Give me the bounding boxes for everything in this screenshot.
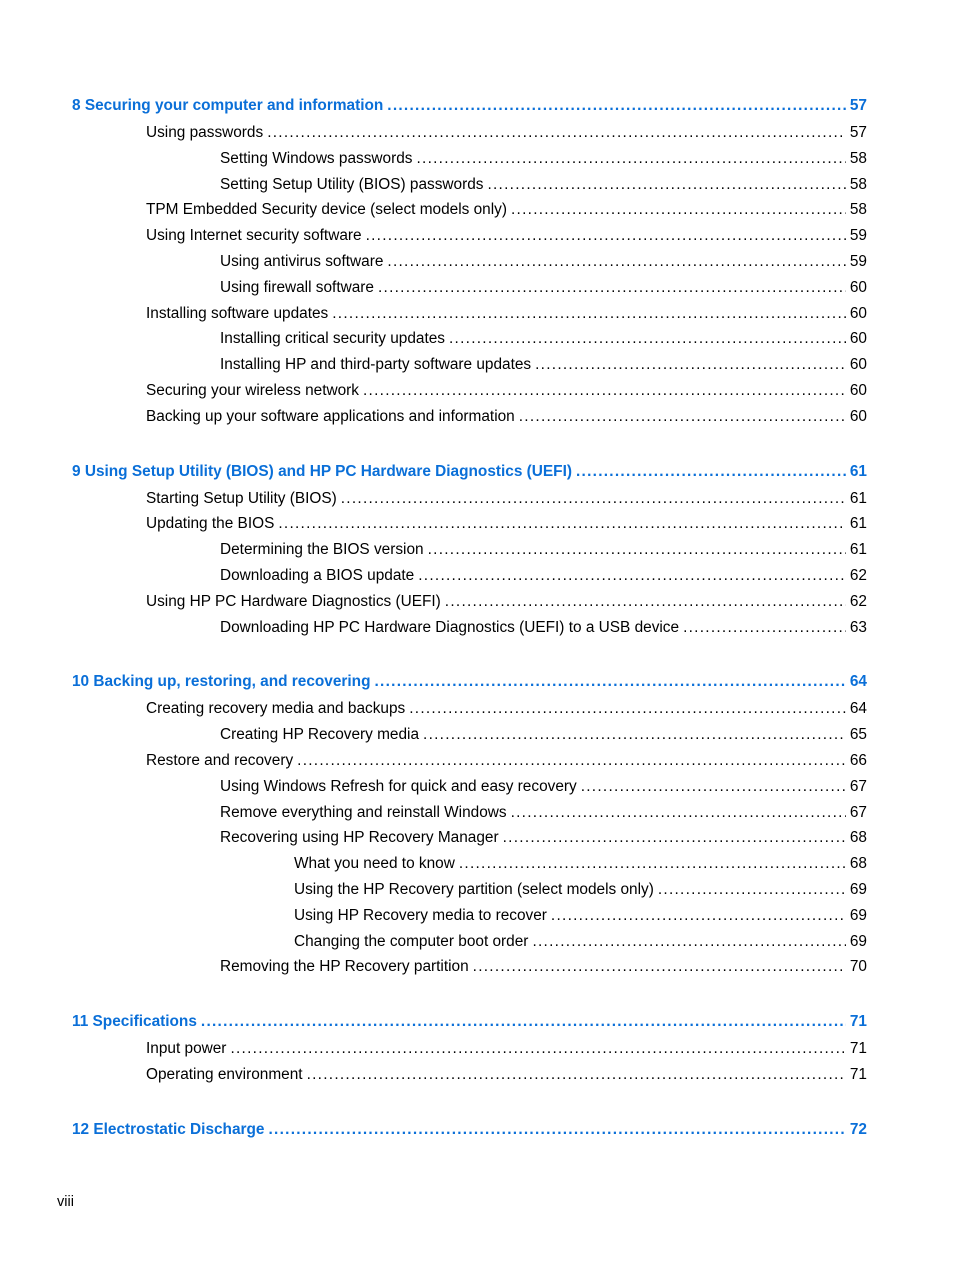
dot-leader [297,751,846,771]
toc-entry[interactable] [146,699,867,719]
toc-entry[interactable] [146,514,867,534]
toc-entry-title: Creating recovery media and backups [146,700,406,718]
toc-entry-title: Securing your wireless network [146,382,359,399]
toc-entry-page: 60 [849,278,867,296]
toc-entry-title: Using passwords [146,124,264,141]
toc-entry-title: Starting Setup Utility (BIOS) [146,489,337,507]
dot-leader [511,803,846,823]
toc-entry[interactable] [220,725,867,745]
dot-leader [428,540,846,560]
toc-entry-title: Remove everything and reinstall Windows [220,803,507,821]
toc-entry-page: 64 [849,673,867,691]
dot-leader [551,906,846,926]
toc-entry-page: 61 [849,541,867,559]
toc-entry-page: 69 [849,932,867,950]
toc-entry[interactable] [146,489,867,509]
toc-entry[interactable] [220,803,867,823]
dot-leader [409,699,846,719]
toc-entry[interactable] [146,592,867,612]
toc-entry-title: 12 Electrostatic Discharge [72,1120,265,1138]
toc-entry-page: 62 [849,592,867,610]
toc-entry-title: Setting Windows passwords [220,149,413,167]
dot-leader [423,725,846,745]
toc-entry-page: 70 [849,958,867,976]
toc-entry-page: 67 [849,803,867,821]
toc-entry-page: 72 [849,1120,867,1138]
toc-entry-page: 67 [849,777,867,795]
dot-leader [487,175,845,195]
dot-leader [387,96,846,116]
toc-entry-title: Using antivirus software [220,253,384,270]
toc-entry[interactable] [220,540,867,560]
toc-entry-title: Input power [146,1040,227,1058]
toc-entry-title: 11 Specifications [72,1013,197,1031]
toc-entry[interactable] [220,828,867,848]
toc-chapter-entry[interactable] [72,672,867,692]
dot-leader [416,149,845,169]
toc-entry-page: 60 [849,304,867,322]
toc-entry-page: 71 [849,1040,867,1058]
toc-entry[interactable] [146,304,867,324]
toc-entry-title: TPM Embedded Security device (select models only) [146,201,507,219]
toc-entry-title: Using the HP Recovery partition (select models only) [294,881,654,898]
toc-entry[interactable] [220,149,867,169]
dot-leader [363,381,846,401]
dot-leader [375,672,846,692]
toc-entry-page: 69 [849,881,867,898]
toc-entry-page: 61 [849,489,867,507]
toc-entry[interactable] [146,751,867,771]
toc-entry-page: 68 [849,855,867,873]
toc-chapter-entry[interactable] [72,1012,867,1032]
toc-entry[interactable] [146,1065,867,1085]
dot-leader [418,566,846,586]
toc-entry[interactable] [220,175,867,195]
toc-entry-page: 61 [849,462,867,480]
toc-entry-title: Downloading a BIOS update [220,567,415,584]
toc-entry-title: Using Windows Refresh for quick and easy recovery [220,777,577,795]
toc-entry-page: 58 [849,201,867,219]
toc-entry-title: Updating the BIOS [146,515,275,533]
toc-entry-title: Installing critical security updates [220,330,445,348]
toc-entry[interactable] [146,200,867,220]
dot-leader [683,618,846,638]
toc-entry-page: 66 [849,752,867,769]
toc-entry[interactable] [294,880,867,900]
toc-entry[interactable] [220,566,867,586]
dot-leader [267,123,846,143]
toc-entry[interactable] [220,252,867,272]
toc-entry[interactable] [294,854,867,874]
dot-leader [581,777,846,797]
toc-entry[interactable] [220,329,867,349]
toc-entry-page: 57 [849,97,867,114]
toc-entry[interactable] [220,618,867,638]
dot-leader [278,514,846,534]
toc-entry[interactable] [294,932,867,952]
toc-entry[interactable] [146,123,867,143]
toc-entry-title: Using HP Recovery media to recover [294,906,547,924]
toc-entry-title: Restore and recovery [146,752,294,769]
toc-entry-page: 60 [849,407,867,425]
toc-entry-title: Recovering using HP Recovery Manager [220,829,499,847]
toc-entry-page: 60 [849,382,867,399]
dot-leader [576,462,846,482]
toc-entry-title: Using HP PC Hardware Diagnostics (UEFI) [146,592,441,610]
dot-leader [268,1120,845,1140]
toc-entry-page: 71 [849,1066,867,1083]
toc-entry[interactable] [146,407,867,427]
toc-entry[interactable] [220,777,867,797]
toc-entry-page: 69 [849,906,867,924]
toc-entry-page: 62 [849,567,867,584]
toc-entry-page: 71 [849,1013,867,1031]
toc-entry-page: 57 [849,124,867,141]
dot-leader [459,854,846,874]
dot-leader [387,252,845,272]
toc-entry-title: 9 Using Setup Utility (BIOS) and HP PC Hardware Diagnostics (UEFI) [72,462,572,480]
toc-entry[interactable] [146,1039,867,1059]
dot-leader [473,957,846,977]
toc-entry[interactable] [146,226,867,246]
toc-entry[interactable] [146,381,867,401]
toc-entry-title: Removing the HP Recovery partition [220,958,469,976]
page-number: viii [57,1194,74,1210]
toc-entry-page: 65 [849,726,867,744]
dot-leader [503,828,846,848]
dot-leader [201,1012,846,1032]
toc-entry-page: 58 [849,175,867,193]
toc-entry-page: 60 [849,330,867,348]
toc-entry-title: 10 Backing up, restoring, and recovering [72,673,371,691]
toc-entry-page: 59 [849,253,867,270]
toc-entry-page: 58 [849,149,867,167]
dot-leader [445,592,846,612]
dot-leader [511,200,846,220]
toc-entry-title: Installing software updates [146,304,329,322]
toc-entry-page: 59 [849,227,867,245]
toc-entry-title: What you need to know [294,855,455,873]
toc-chapter-entry[interactable] [72,1120,867,1140]
toc-entry-title: Using Internet security software [146,227,362,245]
toc-entry-page: 63 [849,618,867,636]
toc-entry-title: Creating HP Recovery media [220,726,420,744]
toc-entry-title: Installing HP and third-party software updates [220,356,532,374]
dot-leader [658,880,846,900]
toc-entry[interactable] [220,957,867,977]
dot-leader [532,932,845,952]
dot-leader [378,278,846,298]
dot-leader [332,304,846,324]
dot-leader [535,355,846,375]
toc-chapter-entry[interactable] [72,462,867,482]
dot-leader [230,1039,845,1059]
toc-entry-page: 61 [849,515,867,533]
toc-chapter-entry[interactable] [72,96,867,116]
dot-leader [307,1065,846,1085]
toc-entry-title: Determining the BIOS version [220,541,424,559]
toc-entry-page: 64 [849,700,867,718]
toc-entry-page: 60 [849,356,867,374]
dot-leader [519,407,846,427]
toc-entry-title: Using firewall software [220,278,374,296]
toc-entry[interactable] [220,355,867,375]
toc-entry-title: Backing up your software applications and information [146,407,515,425]
toc-entry-title: Changing the computer boot order [294,932,529,950]
toc-entry-title: 8 Securing your computer and information [72,97,384,114]
toc-entry[interactable] [294,906,867,926]
toc-entry-title: Operating environment [146,1066,303,1083]
toc-entry-page: 68 [849,829,867,847]
dot-leader [341,489,846,509]
dot-leader [366,226,846,246]
dot-leader [449,329,846,349]
toc-entry-title: Downloading HP PC Hardware Diagnostics (UEFI) to a USB device [220,618,680,636]
toc-entry[interactable] [220,278,867,298]
toc-entry-title: Setting Setup Utility (BIOS) passwords [220,175,484,193]
